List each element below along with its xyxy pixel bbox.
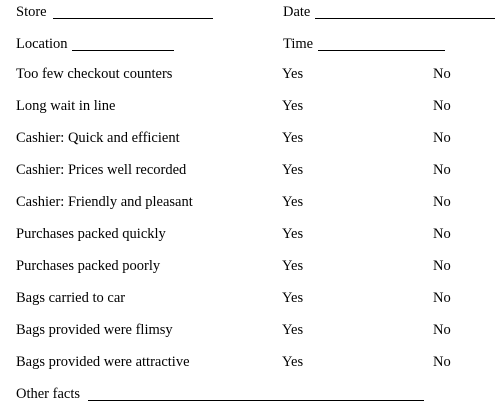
question-row <box>16 224 486 244</box>
other-facts-field <box>16 384 424 404</box>
location-label: Location <box>16 36 68 52</box>
question-row <box>16 128 486 148</box>
question-text: Too few checkout counters <box>16 66 173 82</box>
no-option[interactable]: No <box>433 98 451 114</box>
date-field <box>283 2 495 22</box>
question-text: Bags provided were attractive <box>16 354 190 370</box>
location-input-line[interactable] <box>72 34 174 51</box>
no-option[interactable]: No <box>433 130 451 146</box>
other-facts-input-line[interactable] <box>88 384 424 401</box>
time-field <box>283 34 445 54</box>
store-input-line[interactable] <box>53 2 213 19</box>
no-option[interactable]: No <box>433 354 451 370</box>
no-option[interactable]: No <box>433 66 451 82</box>
no-option[interactable]: No <box>433 226 451 242</box>
question-text: Cashier: Quick and efficient <box>16 130 180 146</box>
yes-option[interactable]: Yes <box>282 194 304 210</box>
yes-option[interactable]: Yes <box>282 162 304 178</box>
store-field <box>16 2 213 22</box>
question-row <box>16 96 486 116</box>
question-text: Long wait in line <box>16 98 116 114</box>
store-label: Store <box>16 4 47 20</box>
time-input-line[interactable] <box>318 34 445 51</box>
no-option[interactable]: No <box>433 194 451 210</box>
other-facts-label: Other facts <box>16 386 81 402</box>
question-row <box>16 288 486 308</box>
yes-option[interactable]: Yes <box>282 258 304 274</box>
yes-option[interactable]: Yes <box>282 98 304 114</box>
time-label: Time <box>283 36 314 52</box>
yes-option[interactable]: Yes <box>282 66 304 82</box>
question-text: Bags carried to car <box>16 290 126 306</box>
yes-option[interactable]: Yes <box>282 322 304 338</box>
date-label: Date <box>283 4 311 20</box>
question-row <box>16 192 486 212</box>
yes-option[interactable]: Yes <box>282 290 304 306</box>
yes-option[interactable]: Yes <box>282 226 304 242</box>
yes-option[interactable]: Yes <box>282 354 304 370</box>
yes-option[interactable]: Yes <box>282 130 304 146</box>
question-text: Purchases packed quickly <box>16 226 166 242</box>
question-text: Purchases packed poorly <box>16 258 161 274</box>
question-row <box>16 160 486 180</box>
date-input-line[interactable] <box>315 2 495 19</box>
question-text: Cashier: Friendly and pleasant <box>16 194 193 210</box>
no-option[interactable]: No <box>433 290 451 306</box>
no-option[interactable]: No <box>433 322 451 338</box>
question-row <box>16 352 486 372</box>
location-field <box>16 34 174 54</box>
question-row <box>16 320 486 340</box>
no-option[interactable]: No <box>433 258 451 274</box>
no-option[interactable]: No <box>433 162 451 178</box>
question-text: Bags provided were flimsy <box>16 322 173 338</box>
question-text: Cashier: Prices well recorded <box>16 162 187 178</box>
question-row <box>16 64 486 84</box>
question-row <box>16 256 486 276</box>
